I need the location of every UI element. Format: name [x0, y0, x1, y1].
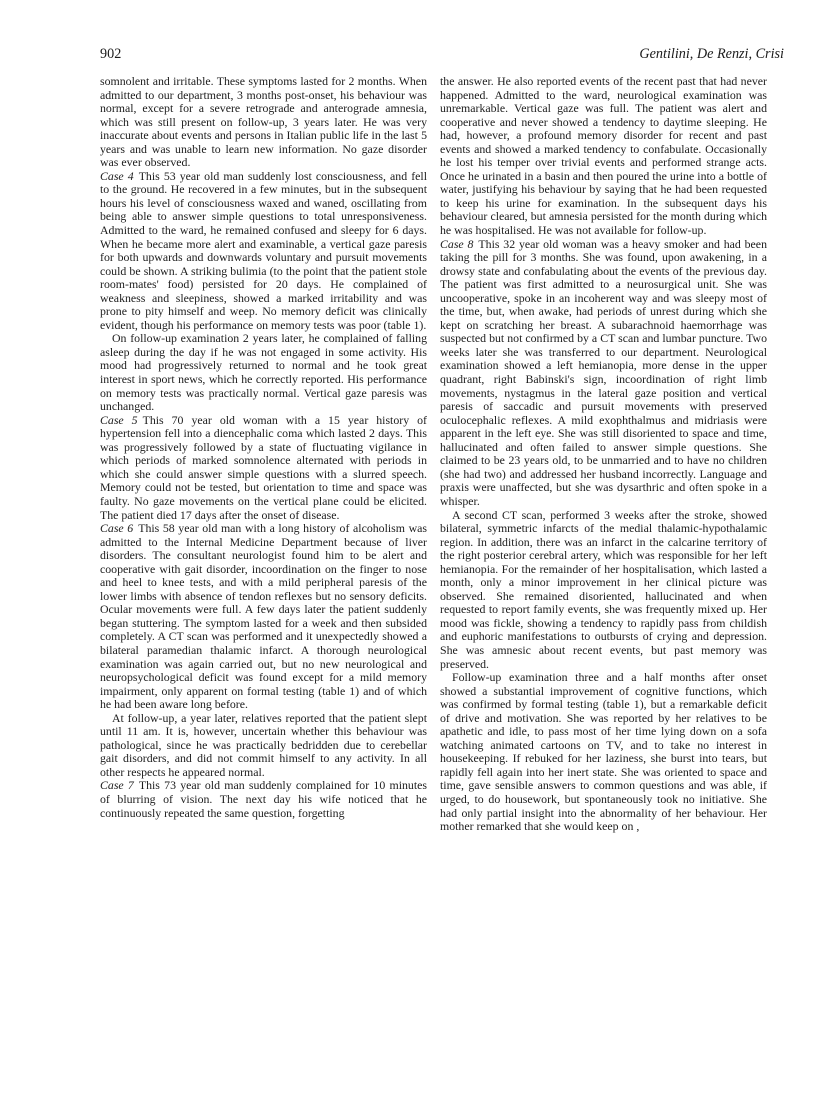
case-label: Case 5 [100, 412, 138, 427]
page-number: 902 [100, 46, 122, 62]
case-label: Case 6 [100, 521, 134, 536]
case-paragraph: Case 4 This 53 year old man suddenly lost consciousness, and fell to the ground. He recovered in a few minutes, but in the subsequent hours his level of consciousness waxed and waned, oscillating from being able to answer simple questions to total unresponsiveness. Admitted to the ward, he remained confused and sleepy for 6 days. When he became more alert and examinable, a vertical gaze paresis for both upwards and downwards voluntary and pursuit movements could be shown. A striking bulimia (to the point that the patient stole room-mates' food) persisted for 20 days. He complained of weakness and sleepiness, showed a marked irritability and was prone to pity himself and weep. No memory deficit was clinically evident, though his performance on memory tests was poor (table 1). [100, 168, 427, 332]
paragraph: somnolent and irritable. These symptoms lasted for 2 months. When admitted to our department, 3 months post-onset, his behaviour was normal, except for a severe retrograde and anterograde amnesia, which was still present on follow-up, 3 years later. He was very inaccurate about events and persons in Italian public life in the last 5 years and was unable to learn new information. No gaze disorder was ever observed. [100, 74, 427, 170]
paragraph: A second CT scan, performed 3 weeks after the stroke, showed bilateral, symmetric infarcts of the medial thalamic-hypothalamic region. In addition, there was an infarct in the calcarine territory of the right posterior cerebral artery, which was responsible for her left hemianopia. For the remainder of her hospitalisation, which lasted a month, only a minor improvement in her clinical picture was observed. She remained disoriented, hallucinated and when requested to report family events, she was frequently mixed up. Her mood was fickle, showing a tendency to rapidly pass from childish and euphoric manifestations to outbursts of crying and depression. She was amnesic about recent events, but past memory was preserved. [440, 507, 767, 671]
right-column [440, 75, 767, 834]
paragraph: At follow-up, a year later, relatives reported that the patient slept until 11 am. It is, however, uncertain whether this behaviour was pathological, since he was practically bedridden due to cerebellar gait disorders, and did not commit himself to any activity. In all other respects he appeared normal. [100, 710, 427, 779]
case-paragraph: Case 6 This 58 year old man with a long history of alcoholism was admitted to the Internal Medicine Department because of liver disorders. The consultant neurologist found him to be alert and cooperative with gait disorder, incoordination on the finger to nose and heel to knee tests, and with a mild peripheral paresis of the lower limbs with absence of tendon reflexes but no sensory deficits. Ocular movements were full. A few days later the patient suddenly began stuttering. The symptom lasted for a week and then subsided completely. A CT scan was performed and it unexpectedly showed a bilateral paramedian thalamic infarct. A thorough neurological examination was again carried out, but no new neurological and neuropsychological deficit was found except for a mild memory impairment, only apparent on formal testing (table 1) and of which he had been aware long before. [100, 521, 427, 712]
page-header [100, 46, 784, 66]
running-head-authors: Gentilini, De Renzi, Crisi [639, 46, 784, 62]
paragraph: Follow-up examination three and a half months after onset showed a substantial improvement of cognitive functions, which was confirmed by formal testing (table 1), but a remarkable deficit of drive and motivation. She was reported by her relatives to be apathetic and idle, to pass most of her time lying down on a sofa watching animated cartoons on TV, and to take no interest in housekeeping. If rebuked for her laziness, she burst into tears, but rapidly fell again into her inert state. She was oriented to space and time, gave sensible answers to common questions and was able, if urged, to do housework, but spontaneously took no initiative. She had only partial insight into the abnormality of her behaviour. Her mother remarked that she would keep on , [440, 670, 767, 834]
left-column [100, 75, 427, 820]
case-label: Case 8 [440, 236, 474, 251]
case-label: Case 4 [100, 168, 134, 183]
paragraph: On follow-up examination 2 years later, he complained of falling asleep during the day if he was not engaged in some activity. His mood had progressively returned to normal and he took great interest in sport news, which he correctly reported. His performance on memory tests was practically normal. Vertical gaze paresis was unchanged. [100, 331, 427, 414]
case-paragraph: Case 5 This 70 year old woman with a 15 year history of hypertension fell into a diencephalic coma which lasted 2 days. This was progressively followed by a state of fluctuating vigilance in which periods of marked somnolence alternated with periods in which she could answer simple questions with a slurred speech. Memory could not be tested, but orientation to time and space was faulty. No gaze movements on the vertical plane could be elicited. The patient died 17 days after the onset of disease. [100, 412, 427, 522]
paragraph: the answer. He also reported events of the recent past that had never happened. Admitted to the ward, neurological examination was unremarkable. Vertical gaze was full. The patient was alert and cooperative and never showed a tendency to daytime sleeping. He had, however, a profound memory disorder for recent and past events and showed a marked tendency to confabulate. Occasionally he lost his temper over trivial events and performed strange acts. Once he urinated in a basin and then poured the urine into a bottle of water, justifying his behaviour by saying that he had been requested to keep his urine for examination. In the subsequent days his behaviour cleared, but amnesia persisted for the month during which he was hospitalised. He was not available for follow-up. [440, 74, 767, 238]
case-label: Case 7 [100, 778, 134, 793]
case-paragraph: Case 8 This 32 year old woman was a heavy smoker and had been taking the pill for 3 months. She was found, upon awakening, in a drowsy state and confabulating about the events of the previous day. The patient was first admitted to a neurosurgical unit. She was uncooperative, spoke in an incoherent way and was sleepy most of the time, but, when awake, had periods of unrest during which she kept on scratching her breast. A subarachnoid haemorrhage was suspected but not confirmed by a CT scan and lumbar puncture. Two weeks later she was transferred to our department. Neurological examination showed a left hemianopia, more dense in the upper quadrant, right Babinski's sign, incoordination of right limb movements, nystagmus in the lateral gaze position and vertical paresis of saccadic and pursuit movements with preserved oculocephalic reflexes. A mild exophthalmus and midriasis were apparent in the left eye. She was still disoriented to space and time, hallucinated and often failed to answer simple questions. She claimed to be 23 years old, to be unmarried and to have no children (she had two) and addressed her husband incorrectly. Language and praxis were unaffected, but she was dysarthric and often spoke in a whisper. [440, 236, 767, 508]
case-paragraph: Case 7 This 73 year old man suddenly complained for 10 minutes of blurring of vision. The next day his wife noticed that he continuously repeated the same question, forgetting [100, 778, 427, 820]
